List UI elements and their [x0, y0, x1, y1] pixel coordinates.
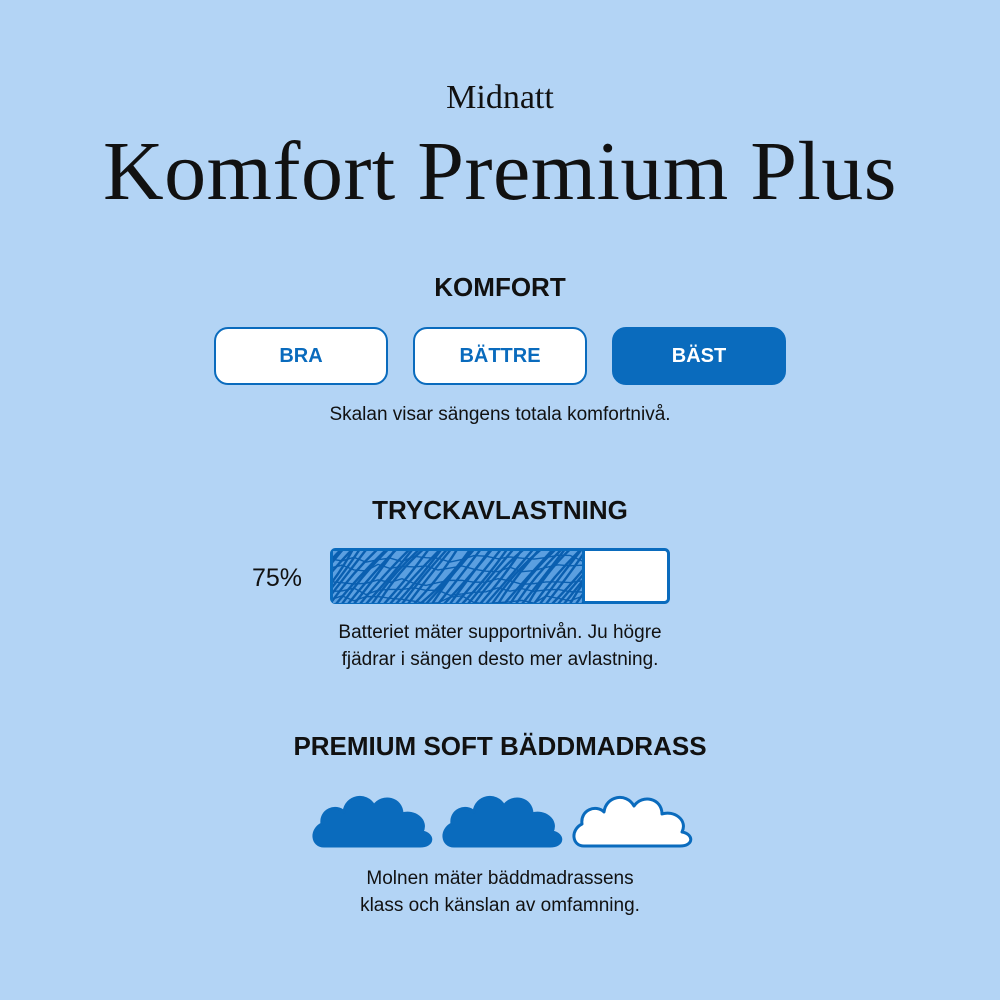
baddmadrass-heading: PREMIUM SOFT BÄDDMADRASS	[293, 731, 707, 761]
baddmadrass-caption-line-1: Molnen mäter bäddmadrassens	[366, 868, 634, 889]
product-title: Komfort Premium Plus	[102, 125, 897, 218]
komfort-level-bra: BRA	[214, 327, 388, 385]
tryckavlastning-caption	[0, 619, 1000, 673]
komfort-heading: KOMFORT	[434, 272, 566, 302]
battery-gauge	[330, 548, 672, 606]
komfort-level-bast: BÄST	[612, 327, 786, 385]
tryckavlastning-caption-line-2: fjädrar i sängen desto mer avlastning.	[341, 649, 659, 670]
komfort-caption: Skalan visar sängens totala komfortnivå.	[329, 404, 671, 425]
tryckavlastning-caption-line-1: Batteriet mäter supportnivån. Ju högre	[338, 622, 662, 643]
baddmadrass-caption-line-2: klass och känslan av omfamning.	[360, 895, 640, 916]
cloud-empty-icon	[574, 797, 691, 846]
tryckavlastning-percent: 75%	[251, 564, 303, 592]
baddmadrass-caption	[0, 865, 1000, 919]
cloud-filled-icon	[314, 797, 431, 846]
brand-name: Midnatt	[446, 79, 554, 116]
cloud-filled-icon	[444, 797, 561, 846]
komfort-level-battre: BÄTTRE	[413, 327, 587, 385]
tryckavlastning-heading: TRYCKAVLASTNING	[372, 495, 628, 525]
cloud-rating	[306, 786, 696, 852]
komfort-level-scale	[0, 327, 1000, 385]
